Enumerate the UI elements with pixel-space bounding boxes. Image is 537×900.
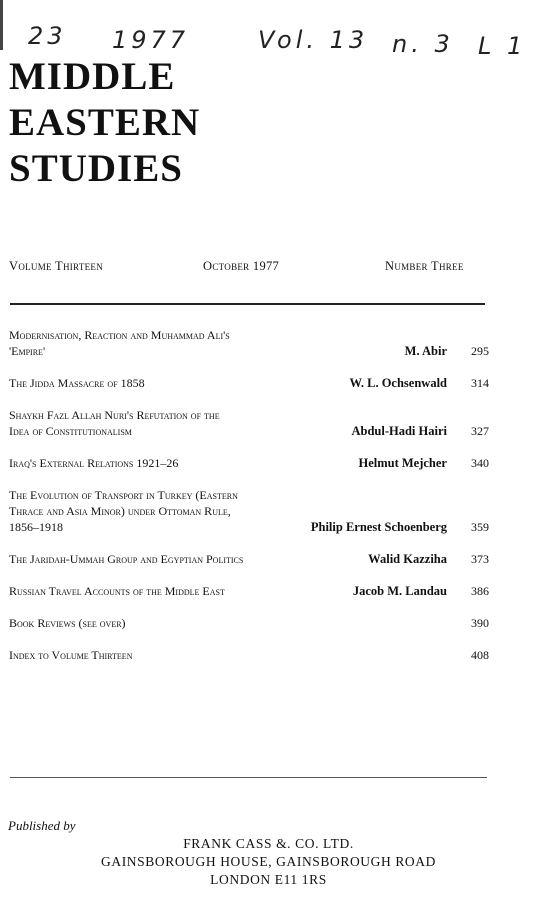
toc-entry-page: 390 xyxy=(471,616,489,630)
toc-entry-author: Jacob M. Landau xyxy=(352,584,447,598)
toc-entry xyxy=(9,487,489,535)
toc-entry-title: Book Reviews (see over) xyxy=(9,616,126,630)
journal-title-line: STUDIES xyxy=(9,147,183,190)
toc-entry-page: 386 xyxy=(471,584,489,598)
toc-entry xyxy=(9,327,489,359)
toc-entry xyxy=(9,455,489,471)
toc-entry-page: 408 xyxy=(471,648,489,662)
toc-entry-title: The Evolution of Transport in Turkey (Eastern Thrace and Asia Minor) under Ottoman Rule, 1856–1918 xyxy=(9,488,238,534)
toc-entry-title: Iraq's External Relations 1921–26 xyxy=(9,456,179,470)
toc-entry-title: Index to Volume Thirteen xyxy=(9,648,133,662)
publisher-address-line2: LONDON E11 1RS xyxy=(210,872,327,887)
toc-entry xyxy=(9,615,489,631)
toc-entry-title: The Jaridah-Ummah Group and Egyptian Politics xyxy=(9,552,244,566)
toc-entry-author: Walid Kazziha xyxy=(368,552,447,566)
toc-entry-author: Abdul-Hadi Hairi xyxy=(351,424,447,438)
toc-entry xyxy=(9,407,489,439)
toc-entry xyxy=(9,551,489,567)
toc-entry-author: Helmut Mejcher xyxy=(358,456,447,470)
toc-entry-title: Shaykh Fazl Allah Nuri's Refutation of the Idea of Constitutionalism xyxy=(9,408,220,438)
journal-title-line: MIDDLE xyxy=(9,55,176,98)
journal-title-line: EASTERN xyxy=(9,101,201,144)
handwritten-number: n. 3 xyxy=(392,30,454,58)
toc-entry-page: 314 xyxy=(471,376,489,390)
handwritten-shelf-mark: L 1 xyxy=(478,32,527,60)
handwritten-issue-number: 23 xyxy=(28,22,67,50)
toc-entry-title: The Jidda Massacre of 1858 xyxy=(9,376,145,390)
publisher-name: FRANK CASS &. CO. LTD. xyxy=(183,836,354,851)
toc-entry-title: Modernisation, Reaction and Muhammad Ali's 'Empire' xyxy=(9,328,230,358)
header-divider xyxy=(10,303,485,305)
handwritten-year: 1977 xyxy=(112,26,190,54)
toc-entry-author: Philip Ernest Schoenberg xyxy=(310,520,447,534)
journal-title xyxy=(9,54,200,192)
publisher-address-line1: GAINSBOROUGH HOUSE, GAINSBOROUGH ROAD xyxy=(101,854,436,869)
toc-entry-author: W. L. Ochsenwald xyxy=(349,376,447,390)
toc-entry-page: 327 xyxy=(471,424,489,438)
handwritten-volume: Vol. 13 xyxy=(258,26,369,54)
toc-entry xyxy=(9,647,489,663)
footer-divider xyxy=(10,777,487,778)
table-of-contents xyxy=(9,327,489,679)
toc-entry-page: 359 xyxy=(471,520,489,534)
toc-entry-page: 295 xyxy=(471,344,489,358)
toc-entry-page: 340 xyxy=(471,456,489,470)
toc-entry-page: 373 xyxy=(471,552,489,566)
volume-label: Volume Thirteen xyxy=(9,259,104,273)
publisher-label: Published by xyxy=(8,818,76,833)
toc-entry xyxy=(9,583,489,599)
toc-entry-title: Russian Travel Accounts of the Middle East xyxy=(9,584,225,598)
toc-entry-author: M. Abir xyxy=(404,344,447,358)
issue-date: October 1977 xyxy=(203,259,280,273)
issue-number: Number Three xyxy=(385,259,464,273)
toc-entry xyxy=(9,375,489,391)
